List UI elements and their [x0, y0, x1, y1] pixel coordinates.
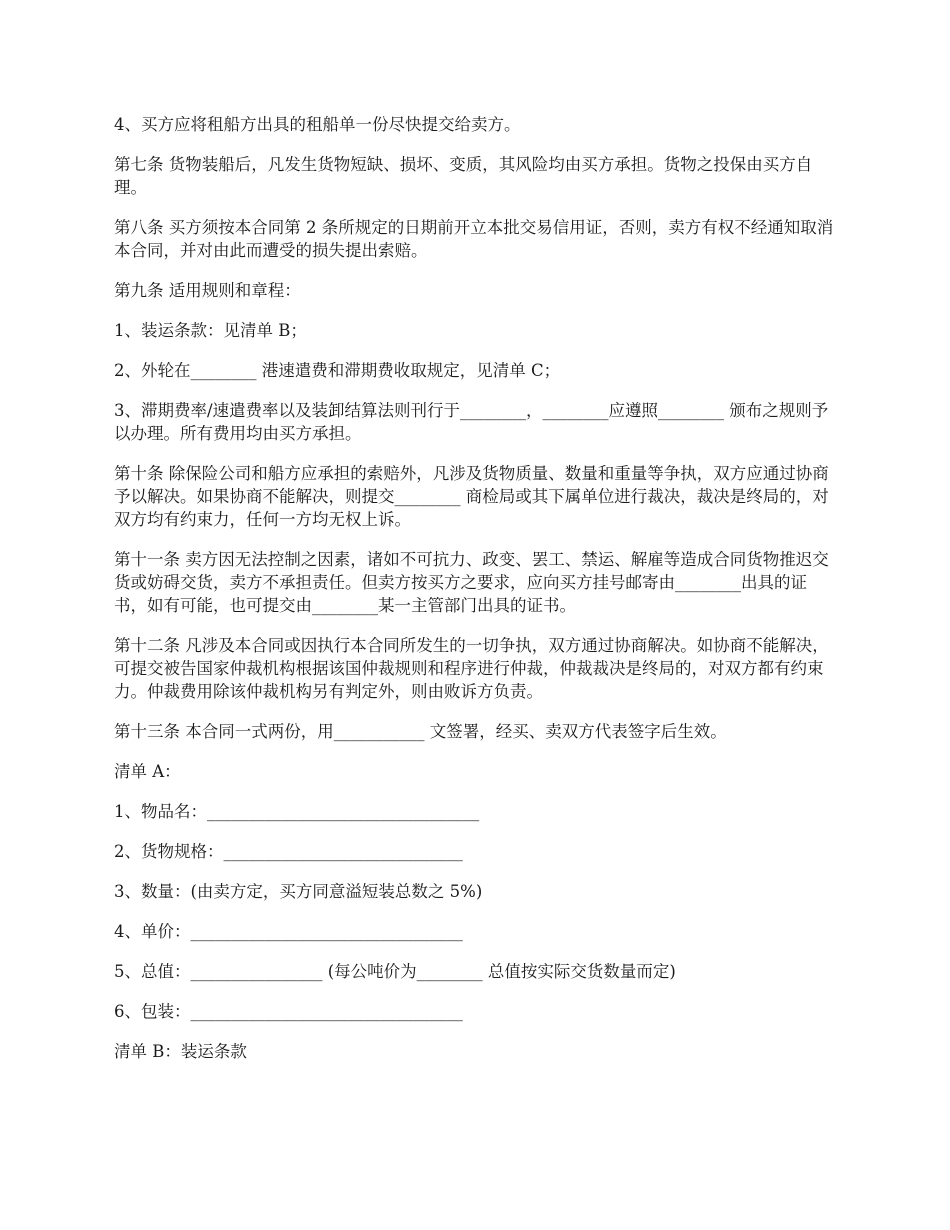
article-9-heading: 第九条 适用规则和章程：: [114, 281, 301, 300]
article-8: 第八条 买方须按本合同第 2 条所规定的日期前开立本批交易信用证，否则，卖方有权不经通知取消本合同，并对由此而遭受的损失提出索赔。: [114, 218, 834, 260]
list-a-item-name: 1、物品名：_________________________________: [114, 802, 480, 821]
article-10: 第十条 除保险公司和船方应承担的索赔外，凡涉及货物质量、数量和重量等争执，双方应通过协商予以解决。如果协商不能解决，则提交________ 商检局或其下属单位进行裁决，裁决是终局的，对双方均有约束力，任何一方均无权上诉。: [114, 464, 829, 529]
article-12: 第十二条 凡涉及本合同或因执行本合同所发生的一切争执，双方通过协商解决。如协商不能解决，可提交被告国家仲裁机构根据该国仲裁规则和程序进行仲裁，仲裁裁决是终局的，对双方都有约束力。仲裁费用除该仲裁机构另有判定外，则由败诉方负责。: [114, 636, 829, 701]
list-a-item-spec: 2、货物规格：_____________________________: [114, 842, 463, 861]
article-9-item-3: 3、滞期费率/速遣费率以及装卸结算法则刊行于________，________应遵照________ 颁布之规则予以办理。所有费用均由买方承担。: [114, 401, 829, 443]
document-body: [114, 113, 834, 1080]
list-a-item-unit-price: 4、单价：_________________________________: [114, 922, 463, 941]
clause-6-item-4: 4、买方应将租船方出具的租船单一份尽快提交给卖方。: [114, 115, 521, 134]
list-b-heading: 清单 B：装运条款: [114, 1042, 247, 1061]
article-11: 第十一条 卖方因无法控制之因素，诸如不可抗力、政变、罢工、禁运、解雇等造成合同货物推迟交货或妨碍交货，卖方不承担责任。但卖方按买方之要求，应向买方挂号邮寄由________出具的证书，如有可能，也可提交由________某一主管部门出具的证书。: [114, 550, 829, 615]
article-9-item-1: 1、装运条款：见清单 B；: [114, 321, 307, 340]
article-7: 第七条 货物装船后，凡发生货物短缺、损坏、变质，其风险均由买方承担。货物之投保由买方自理。: [114, 155, 813, 197]
article-13: 第十三条 本合同一式两份，用___________ 文签署，经买、卖双方代表签字后生效。: [114, 722, 727, 741]
list-a-item-quantity: 3、数量：(由卖方定，买方同意溢短装总数之 5%): [114, 882, 483, 901]
list-a-item-total-value: 5、总值：________________ (每公吨价为________ 总值按实际交货数量而定): [114, 962, 676, 981]
list-a-item-packing: 6、包装：_________________________________: [114, 1002, 463, 1021]
list-a-heading: 清单 A：: [114, 762, 181, 781]
article-9-item-2: 2、外轮在________ 港速遣费和滞期费收取规定，见清单 C；: [114, 361, 561, 380]
